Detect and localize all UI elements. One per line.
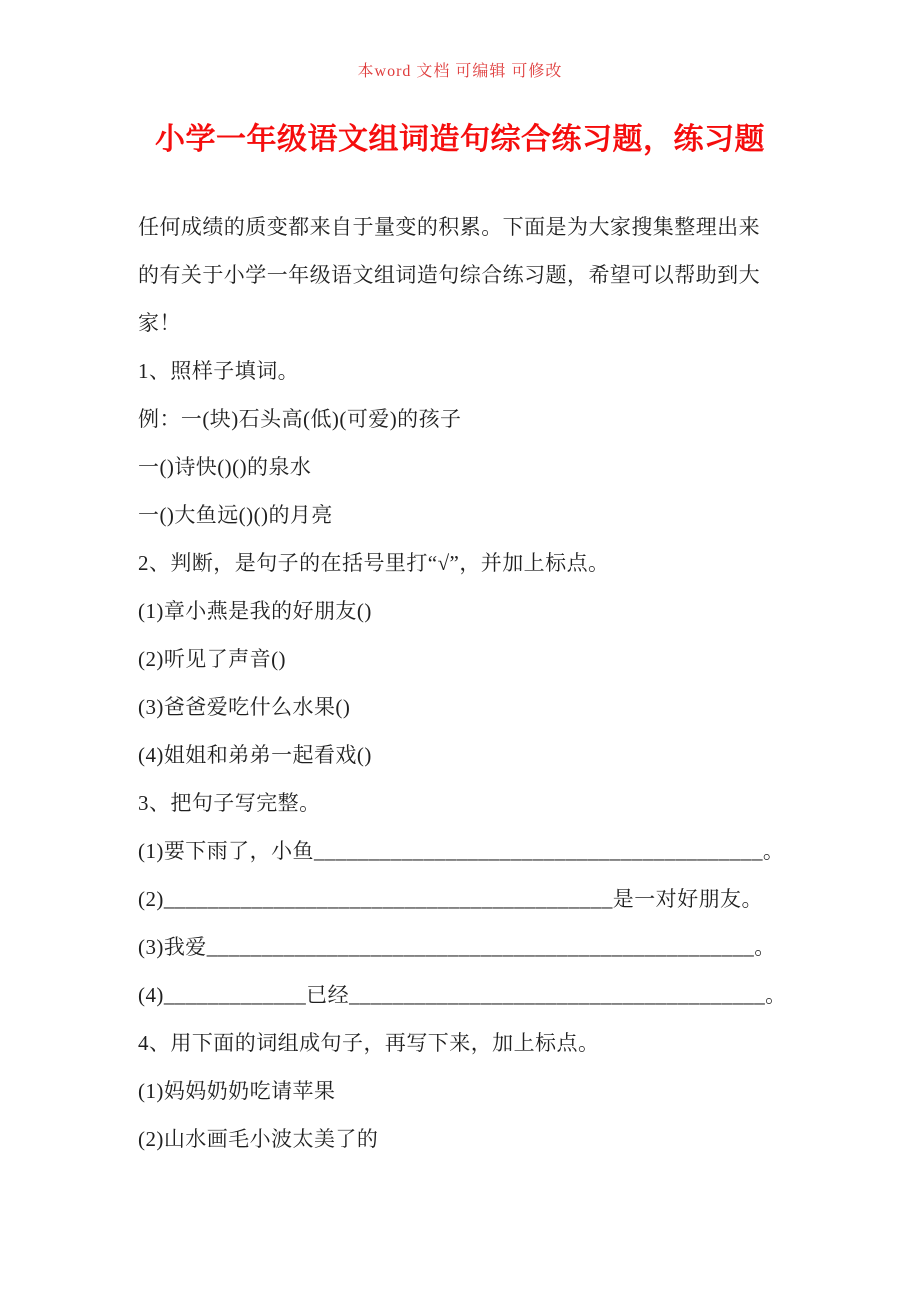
body-line: (2)山水画毛小波太美了的 bbox=[138, 1127, 379, 1151]
body-line: 1、照样子填词。 bbox=[138, 359, 300, 383]
document-title: 小学一年级语文组词造句综合练习题，练习题 bbox=[155, 123, 765, 156]
body-line: (1)要下雨了，小鱼_________________________________________。 bbox=[138, 839, 785, 863]
document-body bbox=[138, 203, 786, 1163]
body-line: (3)我爱__________________________________________________。 bbox=[138, 935, 776, 959]
body-line: 一()大鱼远()()的月亮 bbox=[138, 503, 333, 527]
body-line: (4)_____________已经______________________________________。 bbox=[138, 983, 787, 1007]
body-line: (4)姐姐和弟弟一起看戏() bbox=[138, 743, 372, 767]
body-line: 任何成绩的质变都来自于量变的积累。下面是为大家搜集整理出来 bbox=[138, 215, 761, 239]
body-line: 2、判断，是句子的在括号里打“√”，并加上标点。 bbox=[138, 551, 610, 575]
body-line: 一()诗快()()的泉水 bbox=[138, 455, 312, 479]
body-line: (2)听见了声音() bbox=[138, 647, 286, 671]
body-line: (1)章小燕是我的好朋友() bbox=[138, 599, 372, 623]
body-line: (2)_________________________________________是一对好朋友。 bbox=[138, 887, 763, 911]
body-line: 3、把句子写完整。 bbox=[138, 791, 321, 815]
body-line: 4、用下面的词组成句子，再写下来，加上标点。 bbox=[138, 1031, 600, 1055]
body-line: (3)爸爸爱吃什么水果() bbox=[138, 695, 351, 719]
body-line: 家！ bbox=[138, 311, 181, 335]
body-line: (1)妈妈奶奶吃请苹果 bbox=[138, 1079, 336, 1103]
body-line: 的有关于小学一年级语文组词造句综合练习题，希望可以帮助到大 bbox=[138, 263, 761, 287]
body-line: 例：一(块)石头高(低)(可爱)的孩子 bbox=[138, 407, 462, 431]
editable-notice: 本word 文档 可编辑 可修改 bbox=[357, 63, 563, 80]
